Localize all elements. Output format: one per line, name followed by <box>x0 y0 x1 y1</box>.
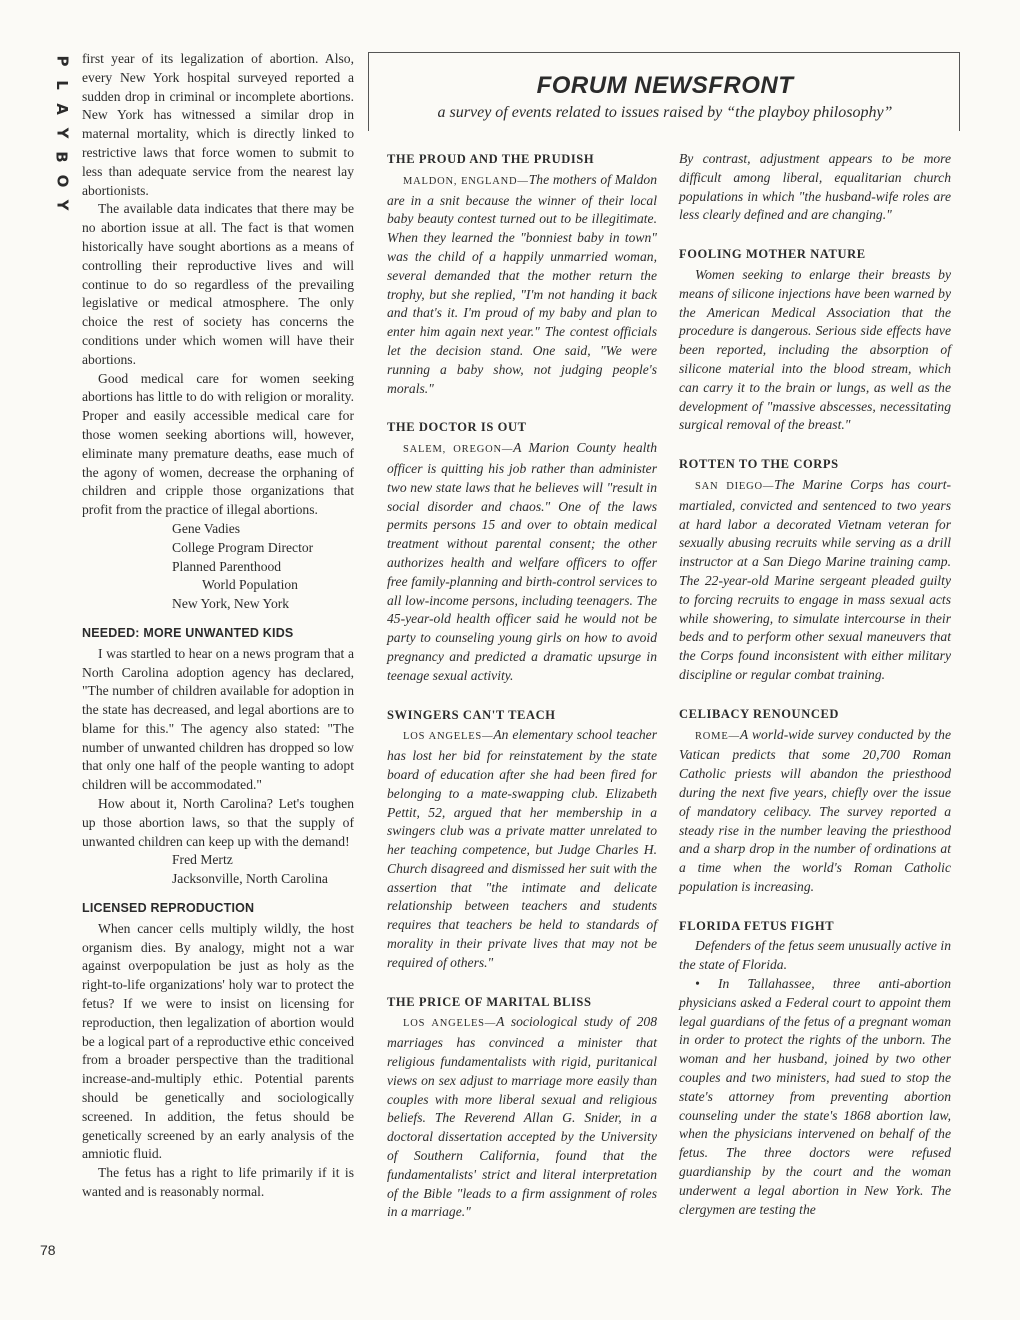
news-dateline: MALDON, ENGLAND— <box>403 175 529 187</box>
news-column-right <box>679 150 951 1239</box>
signature-line: New York, New York <box>172 596 290 612</box>
signature-line: Planned Parenthood <box>172 558 282 574</box>
news-item <box>387 150 657 398</box>
news-continuation <box>679 150 951 225</box>
letter-paragraph: Good medical care for women seeking abortions has little to do with religion or morality. Proper and easily accessible medical care for those women seeking abortions will, however, eliminate many premature deaths, ease much of the agony of women, decrease the orphaning of children and cripple those organizations that profit from the practice of illegal abortions. <box>82 370 354 518</box>
signature-line: Jacksonville, North Carolina <box>172 871 328 887</box>
news-headline: ROTTEN TO THE CORPS <box>679 457 839 472</box>
forum-subtitle: a survey of events related to issues raised by “the playboy philosophy” <box>437 104 893 121</box>
letter-heading: LICENSED REPRODUCTION <box>82 901 255 916</box>
news-dateline: LOS ANGELES— <box>403 1018 497 1030</box>
masthead-letter: P <box>53 55 71 67</box>
news-item <box>387 993 657 1223</box>
masthead-letter: B <box>53 151 71 163</box>
signature-name: Fred Mertz <box>172 852 233 868</box>
masthead-letter: O <box>52 174 71 188</box>
letter-paragraph: How about it, North Carolina? Let's toughen up those abortion laws, so that the supply of unwanted children can keep up with the demand! <box>82 796 354 849</box>
news-body: • In Tallahassee, three anti-abortion physicians asked a Federal court to appoint them legal guardians of the fetus of a pregnant woman in order to protect the rights of the unborn. The woman and her husband, joined by two other couples and two ministers, had sued to stop the state's attorney from preventing abortion counseling under the state's 1868 abortion law, when the physicians intervened on behalf of the fetus. The three doctors were refused guardianship by the court and the woman underwent a legal abortion in New York. The clergymen are testing the <box>679 976 951 1217</box>
news-item <box>387 706 657 973</box>
masthead-letter: A <box>52 103 71 115</box>
news-item <box>679 455 951 685</box>
news-item <box>679 917 951 1220</box>
news-headline: THE PRICE OF MARITAL BLISS <box>387 994 592 1009</box>
news-body: Defenders of the fetus seem unusually active in the state of Florida. <box>679 938 951 973</box>
letter-paragraph: I was startled to hear on a news program that a North Carolina adoption agency has declared, "The number of children available for adoption in the state has decreased, and legal abortions are to blame for this." The agency also stated: "The number of unwanted children has dropped so low that only one half of the people wanting to adopt children will be accommodated." <box>82 645 354 793</box>
news-dateline: SALEM, OREGON— <box>403 444 514 456</box>
news-headline: THE PROUD AND THE PRUDISH <box>387 152 595 166</box>
news-body: A sociological study of 208 marriages has convinced a minister that religious fundamentalists with rigid, puritanical views on sex adjust to marriage more easily than couples with more liberal sexual and religious beliefs. The Reverend Allan G. Snider, in a doctoral dissertation accepted by the University of Southern California, found that the fundamentalists' strict and literal interpretation of the Bible "leads to a firm assignment of roles in a marriage." <box>387 1014 658 1220</box>
letter-signature <box>172 520 354 614</box>
masthead-letter: L <box>53 80 71 90</box>
news-body: The mothers of Maldon are in a snit because the winner of their local baby beauty contest turned out to be illegitimate. When they learned the "bonniest baby in town" was the child of a happily unmarried woman, several demanded that the mother return the trophy, but she replied, "I'm not handing it back and that's it. I'm proud of my baby and plan to enter him again next year." The contest officials let the decision stand. One said, "We were running a baby show, not judging people's morals." <box>387 171 657 396</box>
playboy-masthead <box>52 52 72 214</box>
masthead-letter: Y <box>53 199 71 211</box>
forum-title: FORUM NEWSFRONT <box>536 72 794 99</box>
signature-line: College Program Director <box>172 539 314 555</box>
news-item <box>679 245 951 435</box>
news-dateline: SAN DIEGO— <box>695 480 775 492</box>
news-column-middle <box>387 150 657 1242</box>
news-headline: THE DOCTOR IS OUT <box>387 420 527 435</box>
news-headline: FLORIDA FETUS FIGHT <box>679 918 835 933</box>
signature-name: Gene Vadies <box>172 520 241 536</box>
letter-heading: NEEDED: MORE UNWANTED KIDS <box>82 625 294 640</box>
letters-column <box>82 50 354 1202</box>
news-headline: FOOLING MOTHER NATURE <box>679 247 866 262</box>
letter-paragraph: The fetus has a right to life primarily if it is wanted and is reasonably normal. <box>82 1165 354 1200</box>
signature-line: World Population <box>202 577 298 593</box>
letter-signature <box>172 851 354 889</box>
news-body: An elementary school teacher has lost her bid for reinstatement by the state board of education after she had been fired for belonging to a mate-swapping club. Elizabeth Pettit, 52, argued that her membership in a swingers club was a private matter unrelated to her teaching competence, but Judge Charles H. Church disagreed and dismissed her suit with the assertion that "the intimate and delicate relationship between teachers and students requires that teachers be held to standards of morality in their private lives that may not be required of others." <box>387 727 657 970</box>
news-body: A world-wide survey conducted by the Vatican predicts that some 20,700 Roman Catholic priests will abandon the priesthood during the next five years, chiefly over the issue of mandatory celibacy. The survey reported a steady rise in the number leaving the priesthood and a sharp drop in the number of ordinations at a time when the world's Roman Catholic population is increasing. <box>679 726 951 894</box>
news-item <box>679 705 951 897</box>
news-body: Women seeking to enlarge their breasts by means of silicone injections have been warned by the American Medical Association that the procedure is dangerous. Serious side effects have been reported, including the absorption of silicone material into the blood stream, which can carry it to the brain or lungs, as well as the development of "massive abscesses, necessitating surgical removal of the breast." <box>679 266 951 433</box>
news-body: The Marine Corps has court-martialed, convicted and sentenced to two years at hard labor a decorated Vietnam veteran for sexually abusing recruits while serving as a drill instructor at a San Diego Marine training camp. The 22-year-old Marine sergeant pleaded guilty to forcing recruits to engage in mass sexual acts while showering, to simulate intercourse in their beds and to perform other sexual maneuvers that the Corps found inconsistent with either military discipline or regular combat training. <box>679 476 951 682</box>
news-dateline: LOS ANGELES— <box>403 731 494 743</box>
news-body: A Marion County health officer is quitting his job rather than administer two new state laws that he believes will "result in social disorder and chaos." One of the laws permits persons 15 and over to obtain medical treatment without parental consent; the other authorizes health and welfare officers to offer free family-planning and birth-control services to all low-income persons, including teenagers. The 45-year-old health officer said he would not be party to counseling young girls on how to avoid pregnancy and predicted a dramatic upsurge in teenage sexual activity. <box>387 440 657 683</box>
letter-paragraph: first year of its legalization of abortion. Also, every New York hospital surveyed reported a sudden drop in criminal or incomplete abortions. New York has witnessed a similar drop in maternal mortality, which is directly linked to restrictive laws that force women to submit to less than adequate service from the nearest lay abortionists. <box>82 51 354 198</box>
news-headline: SWINGERS CAN'T TEACH <box>387 707 556 722</box>
letter-paragraph: When cancer cells multiply wildly, the host organism dies. By analogy, might not a war against overpopulation be just as holy as the right-to-life organizations' holy war to protect the fetus? If we were to insist on licensing for reproduction, then legalization of abortion would be a logical part of a reproductive ethic conceived from a broader perspective than the traditional increase-and-multiply ethic. Potential parents should be genetically and sociologically screened. In addition, the fetus should be genetically screened by an early analysis of the amniotic fluid. <box>82 920 354 1162</box>
news-item <box>387 418 657 685</box>
news-dateline: ROME— <box>695 730 740 742</box>
page-number: 78 <box>40 1242 56 1258</box>
news-body: By contrast, adjustment appears to be more difficult among liberal, equalitarian church populations in which "the husband-wife roles are less clearly defined and are changing." <box>679 151 951 223</box>
masthead-letter: Y <box>53 127 71 139</box>
news-headline: CELIBACY RENOUNCED <box>679 706 840 721</box>
letter-paragraph: The available data indicates that there may be no abortion issue at all. The fact is that women historically have sought abortions as a means of controlling their reproductive lives and will continue to do so regardless of the prevailing legislative or medical atmosphere. The only choice the rest of society has concerns the conditions under which women will have their abortions. <box>82 201 354 367</box>
